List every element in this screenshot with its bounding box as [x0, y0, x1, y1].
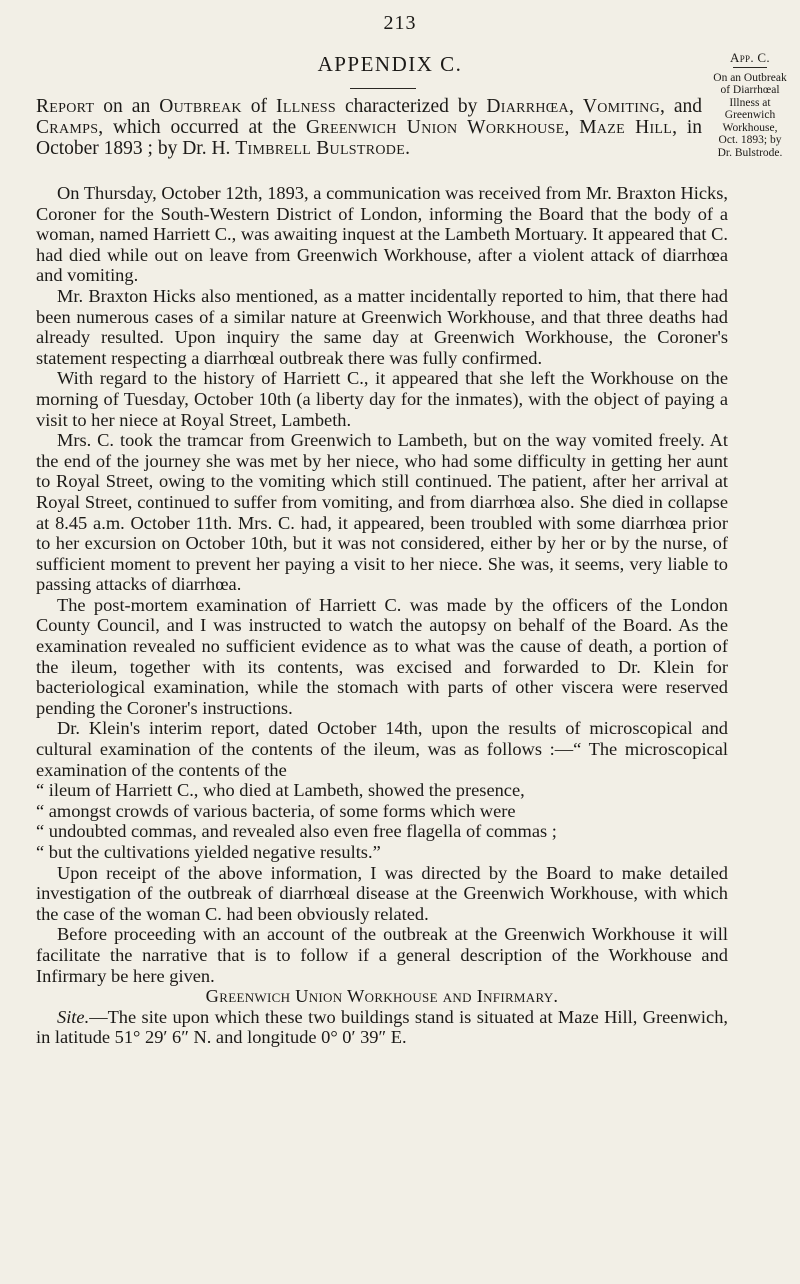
- heading-workhouse: Greenwich Union Workhouse: [306, 117, 565, 138]
- paragraph: Upon receipt of the above information, I was directed by the Board to make detailed investigation of the outbreak of diarrhœal disease at the Greenwich Workhouse, with which the case of the woman C. had been obviously related.: [36, 862, 728, 924]
- margin-note-line: Dr. Bulstrode.: [717, 146, 783, 159]
- heading-diarrhoea: Diarrhœa: [486, 96, 569, 117]
- margin-note: [702, 52, 798, 159]
- quote-line: “ but the cultivations yielded negative results.”: [36, 842, 381, 862]
- margin-note-line: On an Outbreak: [713, 71, 787, 84]
- margin-note-rule: [733, 67, 767, 68]
- body-text: [36, 183, 728, 1048]
- heading-vomiting: Vomiting: [582, 96, 660, 117]
- heading-cramps: Cramps: [36, 117, 99, 138]
- report-heading: [36, 96, 702, 159]
- margin-note-line: of Diarrhœal: [720, 84, 780, 96]
- heading-report: Report: [36, 96, 95, 117]
- paragraph: With regard to the history of Harriett C., it appeared that she left the Workhouse on the morning of Tuesday, October 10th (a liberty day for the inmates), with the object of paying a visit to her niece at Royal Street, Lambeth.: [36, 368, 728, 430]
- heading-text: , and: [659, 96, 703, 117]
- section-heading: Greenwich Union Workhouse and Infirmary.: [205, 986, 559, 1007]
- heading-text: ,: [568, 96, 583, 117]
- heading-text: ,: [564, 117, 580, 138]
- margin-note-line: Greenwich: [724, 109, 776, 121]
- title-rule: [350, 88, 416, 89]
- site-label: Site.: [57, 1006, 90, 1027]
- heading-text: , in October 1893 ; by Dr. H.: [36, 117, 703, 159]
- paragraph: Mr. Braxton Hicks also mentioned, as a matter incidentally reported to him, that there had been numerous cases of a similar nature at Greenwich Workhouse, and that three deaths had already resulted. Upon inquiry the same day at Greenwich Workhouse, the Coroner's statement respecting a diarrhœal outbreak there was fully confirmed.: [36, 285, 728, 368]
- page-number: 213: [383, 12, 417, 34]
- heading-maze-hill: Maze Hill: [579, 117, 673, 138]
- heading-author: Timbrell Bulstrode: [235, 138, 406, 159]
- margin-note-line: Oct. 1893; by: [718, 134, 782, 146]
- paragraph: The post-mortem examination of Harriett C. was made by the officers of the London County Council, and I was instructed to watch the autopsy on behalf of the Board. As the examination revealed no sufficient evidence as to what was the cause of death, a portion of the ileum, together with its contents, was excised and forwarded to Dr. Klein for bacteriological examination, while the stomach with parts of other viscera were reserved pending the Coroner's instructions.: [36, 594, 728, 718]
- quote-line: “ ileum of Harriett C., who died at Lambeth, showed the presence,: [36, 780, 525, 801]
- paragraph: On Thursday, October 12th, 1893, a communication was received from Mr. Braxton Hicks, Coroner for the South-Western District of London, informing the Board that the body of a woman, named Harriett C., was awaiting inquest at the Lambeth Mortuary. It appeared that C. had died while out on leave from Greenwich Workhouse, after a violent attack of diarrhœa and vomiting.: [36, 183, 728, 286]
- heading-text: .: [405, 138, 410, 159]
- margin-note-line: Workhouse,: [722, 121, 778, 134]
- site-text: —The site upon which these two buildings stand is situated at Maze Hill, Greenwich, in latitude 51° 29′ 6″ N. and longitude 0° 0′ 39″ E.: [36, 1006, 728, 1048]
- heading-text: characterized by: [335, 96, 487, 117]
- appendix-title: APPENDIX C.: [317, 52, 463, 76]
- paragraph: Dr. Klein's interim report, dated October 14th, upon the results of microscopical and cultural examination of the contents of the ileum, was as follows :—“ The microscopical examination of the contents of the: [36, 718, 728, 780]
- heading-text: , which occurred at the: [98, 117, 307, 138]
- heading-text: of: [241, 96, 277, 117]
- heading-outbreak: Outbreak: [159, 96, 242, 117]
- margin-note-label: App. C.: [730, 50, 770, 65]
- paragraph: Before proceeding with an account of the outbreak at the Greenwich Workhouse it will facilitate the narrative that is to follow if a general description of the Workhouse and Infirmary be here given.: [36, 924, 728, 986]
- paragraph: Mrs. C. took the tramcar from Greenwich to Lambeth, but on the way vomited freely. At the end of the journey she was met by her niece, who had some difficulty in getting her aunt to Royal Street, owing to the vomiting which still continued. The patient, after her arrival at Royal Street, continued to suffer from vomiting, and from diarrhœa also. She died in collapse at 8.45 a.m. October 11th. Mrs. C. had, it appeared, been troubled with some diarrhœa prior to her excursion on October 10th, but it was not considered, either by her or by the nurse, of sufficient moment to prevent her paying a visit to her niece. She was, it seems, very liable to passing attacks of diarrhœa.: [36, 430, 728, 595]
- quote-line: “ amongst crowds of various bacteria, of some forms which were: [36, 800, 516, 821]
- margin-note-line: Illness at: [729, 96, 771, 109]
- heading-illness: Illness: [276, 96, 336, 117]
- quote-line: “ undoubted commas, and revealed also even free flagella of commas ;: [36, 821, 557, 842]
- heading-text: on an: [94, 96, 160, 117]
- site-paragraph: [36, 1007, 728, 1048]
